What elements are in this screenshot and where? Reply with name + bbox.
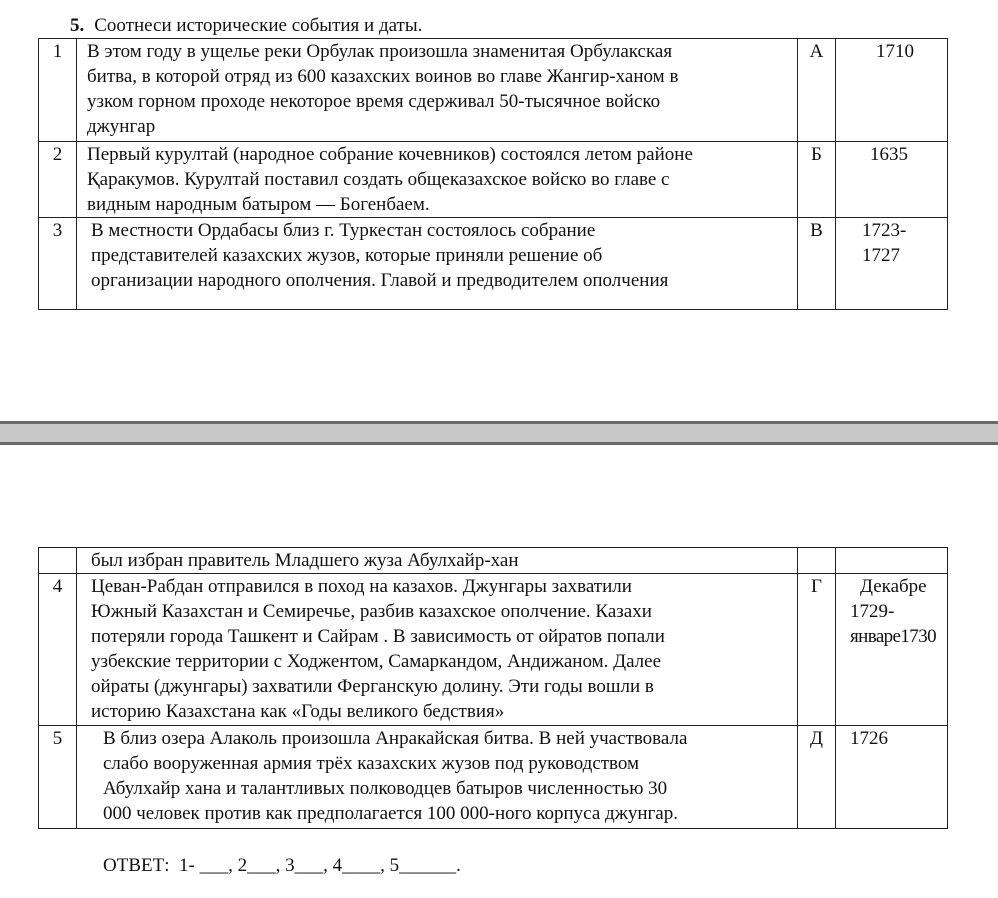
- date-cell: [836, 574, 948, 726]
- row-number: 2: [39, 142, 77, 218]
- answer-blanks[interactable]: 1- ___, 2___, 3___, 4____, 5______.: [179, 855, 461, 876]
- table-row: [39, 142, 948, 218]
- task-title: Соотнеси исторические события и даты.: [94, 15, 423, 36]
- event-line: джунгар: [87, 116, 156, 137]
- event-line: Қаракумов. Курултай поставил создать общеказахское войско во главе с: [87, 169, 670, 190]
- row-number: 4: [39, 574, 77, 726]
- event-line: Первый курултай (народное собрание кочевников) состоялся летом районе: [87, 144, 693, 165]
- events-table-bottom: [38, 547, 948, 829]
- date-cell: [836, 218, 948, 310]
- event-description: [77, 218, 798, 310]
- date-line: Декабре: [860, 576, 927, 597]
- event-line: узбекские территории с Ходжентом, Самаркандом, Андижаном. Далее: [91, 651, 662, 672]
- date-line: 1710: [876, 41, 914, 62]
- date-letter: Г: [798, 574, 836, 726]
- table-row: [39, 726, 948, 829]
- task-heading: [70, 13, 422, 38]
- date-letter: А: [798, 39, 836, 142]
- date-letter: В: [798, 218, 836, 310]
- date-line: 1635: [870, 144, 908, 165]
- date-line: январе1730: [850, 626, 936, 647]
- table-row: [39, 548, 948, 574]
- event-line: В близ озера Алаколь произошла Анракайская битва. В ней участвовала: [103, 728, 688, 749]
- event-line: Цеван-Рабдан отправился в поход на казахов. Джунгары захватили: [91, 576, 632, 597]
- event-line: организации народного ополчения. Главой и предводителем ополчения: [91, 270, 669, 291]
- event-line: ойраты (джунгары) захватили Ферганскую долину. Эти годы вошли в: [91, 676, 654, 697]
- row-number: 1: [39, 39, 77, 142]
- answer-line: [103, 853, 461, 878]
- event-description: [77, 142, 798, 218]
- row-number: [39, 548, 77, 574]
- events-table-top: [38, 38, 948, 310]
- date-cell: [836, 142, 948, 218]
- event-line: В местности Ордабасы близ г. Туркестан состоялось собрание: [91, 220, 596, 241]
- row-number: 5: [39, 726, 77, 829]
- event-line: Южный Казахстан и Семиречье, разбив казахское ополчение. Казахи: [91, 601, 652, 622]
- event-line: историю Казахстана как «Годы великого бедствия»: [91, 701, 505, 722]
- date-letter: [798, 548, 836, 574]
- row-number: 3: [39, 218, 77, 310]
- event-line: потеряли города Ташкент и Сайрам . В зависимость от ойратов попали: [91, 626, 665, 647]
- date-cell: [836, 548, 948, 574]
- event-line: В этом году в ущелье реки Орбулак произошла знаменитая Орбулакская: [87, 41, 673, 62]
- table-row: [39, 39, 948, 142]
- event-line: представителей казахских жузов, которые приняли решение об: [91, 245, 603, 266]
- date-line: 1727: [862, 245, 900, 266]
- event-line: 000 человек против как предполагается 100 000-ного корпуса джунгар.: [103, 803, 678, 824]
- event-description: [77, 726, 798, 829]
- date-cell: [836, 726, 948, 829]
- date-line: 1723-: [862, 220, 907, 241]
- event-line: видным народным батыром — Богенбаем.: [87, 194, 430, 215]
- date-letter: Б: [798, 142, 836, 218]
- page-break-divider: [0, 421, 998, 445]
- table-row: [39, 218, 948, 310]
- answer-label: ОТВЕТ:: [103, 855, 170, 876]
- event-line: узком горном проходе некоторое время сдерживал 50-тысячное войско: [87, 91, 661, 112]
- date-cell: [836, 39, 948, 142]
- event-line: Абулхайр хана и талантливых полководцев батыров численностью 30: [103, 778, 668, 799]
- date-line: 1726: [850, 728, 888, 749]
- date-letter: Д: [798, 726, 836, 829]
- event-description: [77, 39, 798, 142]
- date-line: 1729-: [850, 601, 895, 622]
- event-line: битва, в которой отряд из 600 казахских воинов во главе Жангир-ханом в: [87, 66, 679, 87]
- event-line: слабо вооруженная армия трёх казахских жузов под руководством: [103, 753, 640, 774]
- table-row: [39, 574, 948, 726]
- event-continuation: был избран правитель Младшего жуза Абулхайр-хан: [77, 548, 798, 574]
- task-number: 5.: [70, 15, 85, 36]
- event-description: [77, 574, 798, 726]
